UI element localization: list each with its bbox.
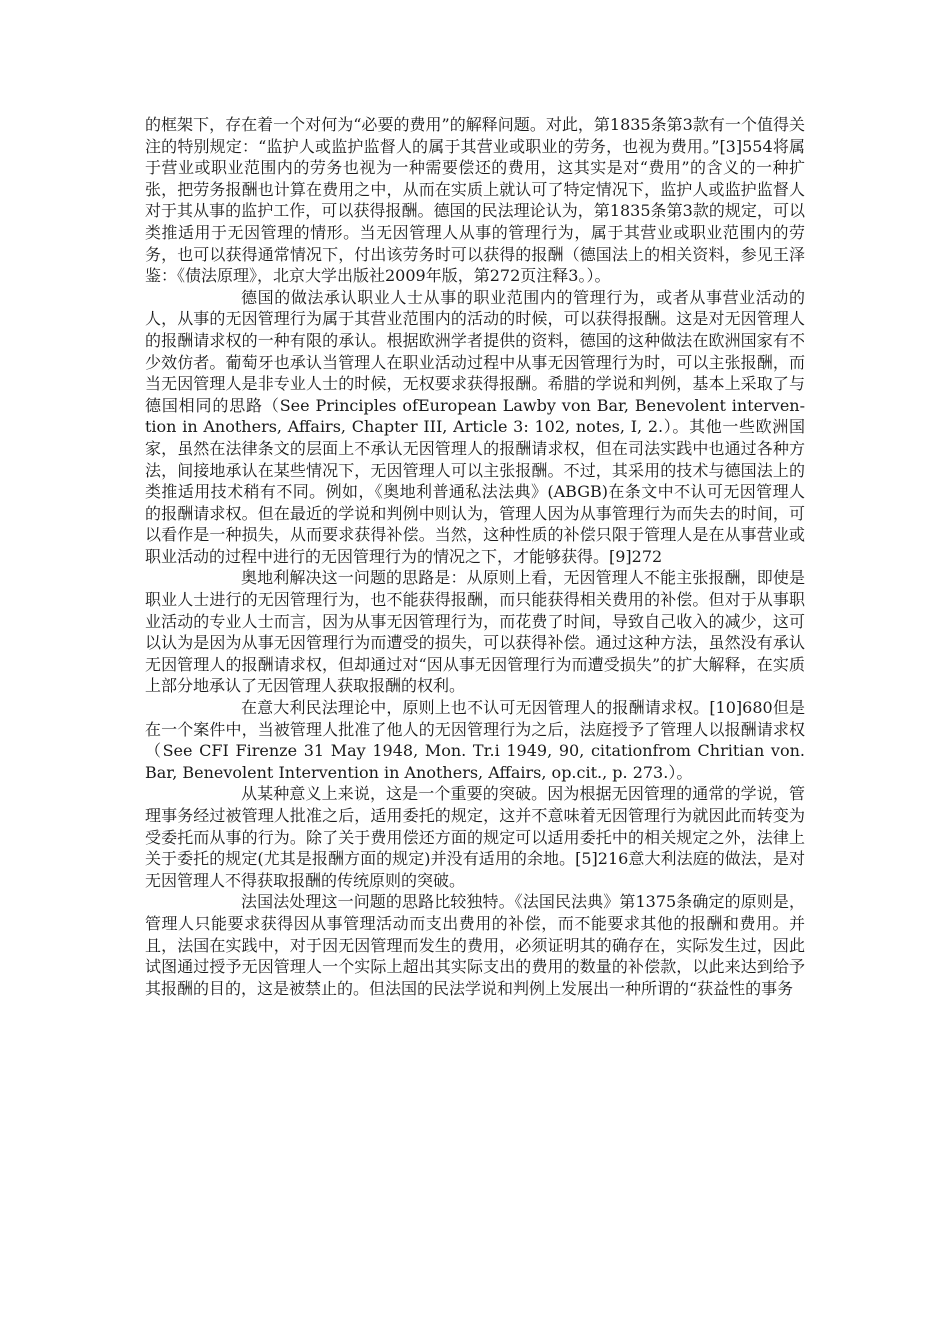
paragraph-4: 在意大利民法理论中，原则上也不认可无因管理人的报酬请求权。[10]680但是在一个案件中，当被管理人批准了他人的无因管理行为之后，法庭授予了管理人以报酬请求权（See CFI Firenze 31 May 1948, Mon. Tr.i 1949, 90, citationfrom Chritian von. Bar, Benevolent Intervention in Anothers, Affairs, op.cit., p. 273.）。 [145,698,805,782]
paragraph-3: 奥地利解决这一问题的思路是：从原则上看，无因管理人不能主张报酬，即使是职业人士进行的无因管理行为，也不能获得报酬，而只能获得相关费用的补偿。但对于从事职业活动的专业人士而言，因为从事无因管理行为，而花费了时间，导致自己收入的减少，这可以认为是因为从事无因管理行为而遭受的损失，可以获得补偿。通过这种方法，虽然没有承认无因管理人的报酬请求权，但却通过对“因从事无因管理行为而遭受损失”的扩大解释，在实质上部分地承认了无因管理人获取报酬的权利。 [145,568,805,696]
paragraph-5: 从某种意义上来说，这是一个重要的突破。因为根据无因管理的通常的学说，管理事务经过被管理人批准之后，适用委托的规定，这并不意味着无因管理行为就因此而转变为受委托而从事的行为。除了关于费用偿还方面的规定可以适用委托中的相关规定之外，法律上关于委托的规定(尤其是报酬方面的规定)并没有适用的余地。[5]216意大利法庭的做法，是对无因管理人不得获取报酬的传统原则的突破。 [145,784,805,890]
paragraph-2: 德国的做法承认职业人士从事的职业范围内的管理行为，或者从事营业活动的人，从事的无因管理行为属于其营业范围内的活动的时候，可以获得报酬。这是对无因管理人的报酬请求权的一种有限的承认。根据欧洲学者提供的资料，德国的这种做法在欧洲国家有不少效仿者。葡萄牙也承认当管理人在职业活动过程中从事无因管理行为时，可以主张报酬，而当无因管理人是非专业人士的时候，无权要求获得报酬。希腊的学说和判例，基本上采取了与德国相同的思路（See Principles ofEuropean Lawby von Bar, Benevolent interven-tion in Anothers, Affairs, Chapter III, Article 3: 102, notes, I, 2.）。其他一些欧洲国家，虽然在法律条文的层面上不承认无因管理人的报酬请求权，但在司法实践中也通过各种方法，间接地承认在某些情况下，无因管理人可以主张报酬。不过，其采用的技术与德国法上的类推适用技术稍有不同。例如，《奥地利普通私法法典》(ABGB)在条文中不认可无因管理人的报酬请求权。但在最近的学说和判例中则认为，管理人因为从事管理行为而失去的时间，可以看作是一种损失，从而要求获得补偿。当然，这种性质的补偿只限于管理人是在从事营业或职业活动的过程中进行的无因管理行为的情况之下，才能够获得。[9]272 [145,287,805,566]
document-body [145,114,805,999]
paragraph-1: 的框架下，存在着一个对何为“必要的费用”的解释问题。对此，第1835条第3款有一个值得关注的特别规定：“监护人或监护监督人的属于其营业或职业的劳务，也视为费用。”[3]554将属于营业或职业范围内的劳务也视为一种需要偿还的费用，这其实是对“费用”的含义的一种扩张，把劳务报酬也计算在费用之中，从而在实质上就认可了特定情况下，监护人或监护监督人对于其从事的监护工作，可以获得报酬。德国的民法理论认为，第1835条第3款的规定，可以类推适用于无因管理的情形。当无因管理人从事的管理行为，属于其营业或职业范围内的劳务，也可以获得通常情况下，付出该劳务时可以获得的报酬（德国法上的相关资料，参见王泽鉴：《债法原理》，北京大学出版社2009年版，第272页注释3。）。 [145,115,805,286]
paragraph-6: 法国法处理这一问题的思路比较独特。《法国民法典》第1375条确定的原则是，管理人只能要求获得因从事管理活动而支出费用的补偿，而不能要求其他的报酬和费用。并且，法国在实践中，对于因无因管理而发生的费用，必须证明其的确存在，实际发生过，因此试图通过授予无因管理人一个实际上超出其实际支出的费用的数量的补偿款，以此来达到给予其报酬的目的，这是被禁止的。但法国的民法学说和判例上发展出一种所谓的“获益性的事务 [145,892,805,998]
